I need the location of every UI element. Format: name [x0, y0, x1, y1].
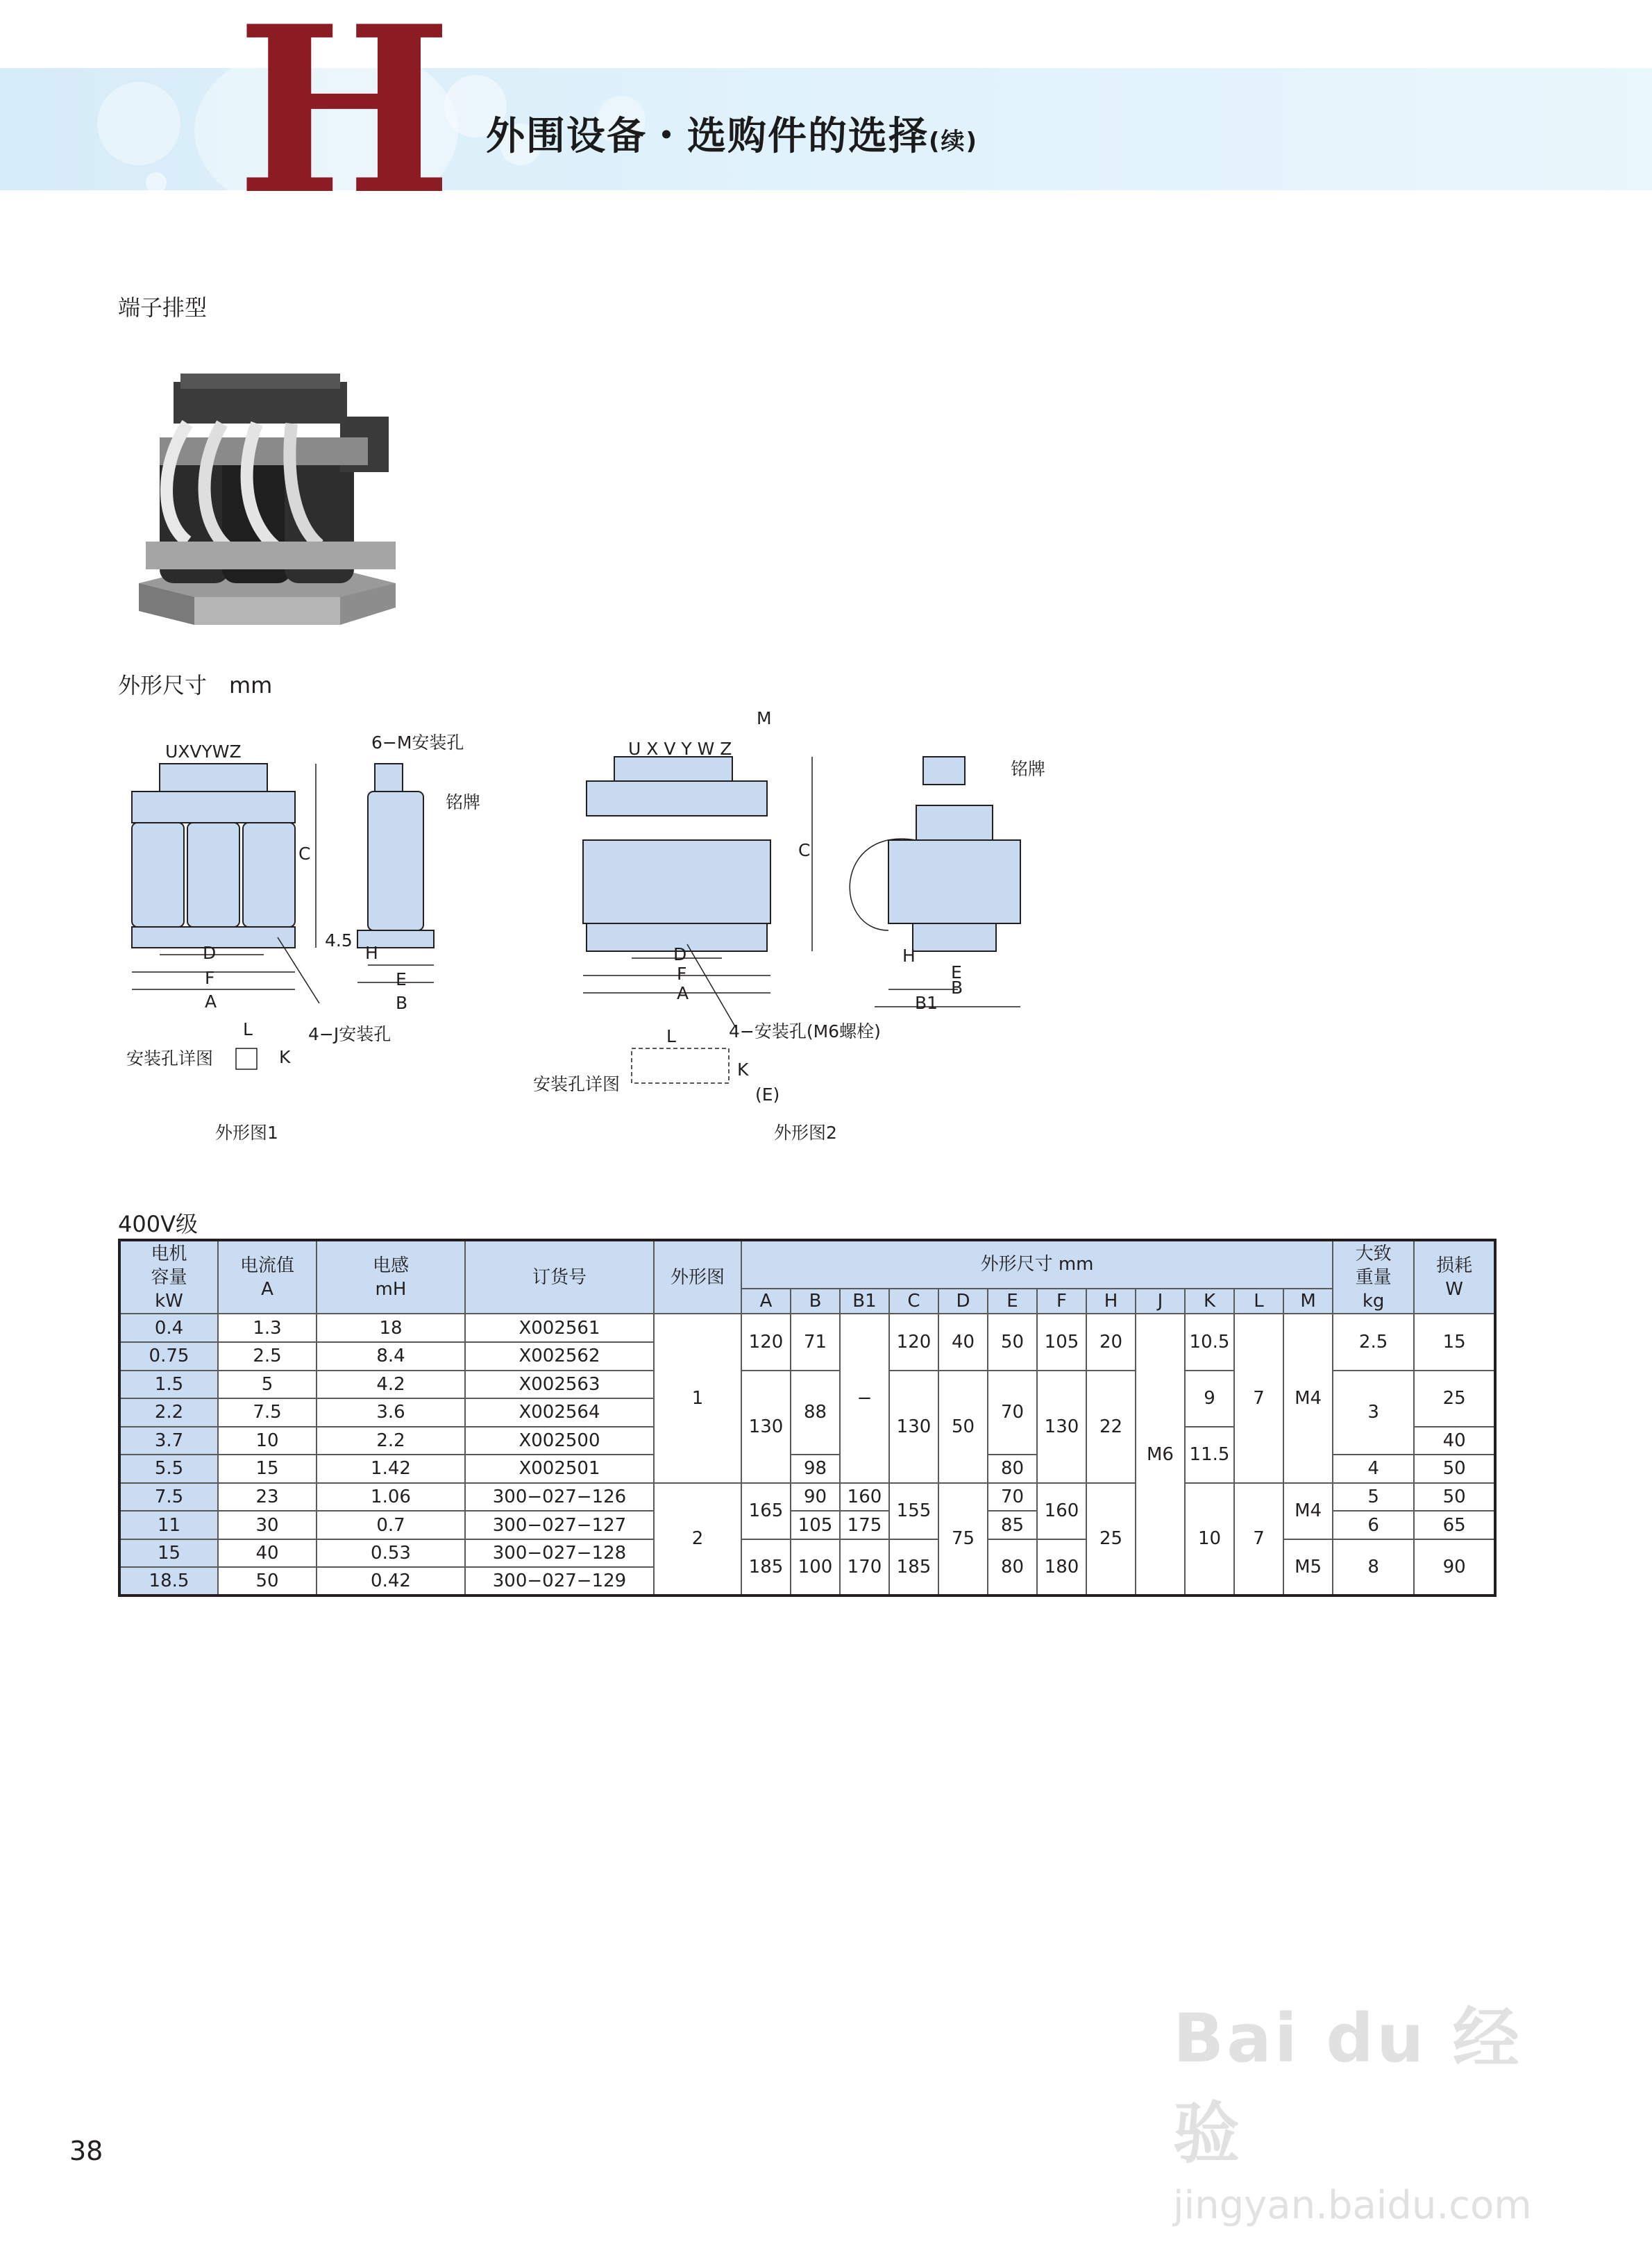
- fig1-dim-F: F: [205, 968, 215, 988]
- cell-weight: 8: [1333, 1539, 1414, 1596]
- cell-K: 10: [1185, 1483, 1234, 1596]
- cell-weight: 4: [1333, 1455, 1414, 1483]
- header-current: 电流值 A: [218, 1240, 317, 1314]
- cell-weight: 3: [1333, 1371, 1414, 1455]
- table-row: [119, 1539, 1495, 1568]
- cell-kw: 3.7: [119, 1427, 218, 1455]
- cell-current: 7.5: [218, 1398, 317, 1427]
- header-dim-H: H: [1086, 1289, 1136, 1314]
- fig2-dim-D: D: [673, 944, 687, 964]
- cell-kw: 1.5: [119, 1371, 218, 1399]
- fig1-caption: 外形图1: [215, 1123, 278, 1143]
- cell-H: 25: [1086, 1483, 1136, 1596]
- cell-inductance: 0.42: [317, 1567, 465, 1596]
- fig2-dim-C: C: [798, 840, 811, 860]
- fig1-dim-H: H: [365, 943, 378, 963]
- fig1-hole-detail: 安装孔详图: [126, 1048, 214, 1069]
- type-label: 端子排型: [118, 294, 208, 321]
- fig2-hole-detail: 安装孔详图: [533, 1074, 621, 1094]
- header-dim-K: K: [1185, 1289, 1234, 1314]
- cell-B1: 170: [840, 1539, 889, 1596]
- table-row: [119, 1483, 1495, 1512]
- class-label: 400V级: [118, 1211, 198, 1237]
- watermark-url: jingyan.baidu.com: [1173, 2183, 1532, 2228]
- cell-inductance: 0.7: [317, 1511, 465, 1539]
- fig1-terminal-label: UXVYWZ: [165, 742, 242, 762]
- cell-inductance: 4.2: [317, 1371, 465, 1399]
- header-loss: 损耗 W: [1414, 1240, 1495, 1314]
- cell-A: 120: [741, 1314, 791, 1370]
- fig2-dim-M: M: [757, 708, 772, 728]
- cell-order: X002501: [465, 1455, 654, 1483]
- cell-D: 75: [938, 1483, 988, 1596]
- fig2-terminal-label: U X V Y W Z: [628, 739, 732, 759]
- cell-L: 7: [1234, 1483, 1283, 1596]
- cell-inductance: 8.4: [317, 1342, 465, 1371]
- fig2-dim-A: A: [677, 983, 689, 1003]
- cell-order: 300−027−127: [465, 1511, 654, 1539]
- cell-loss: 50: [1414, 1455, 1495, 1483]
- header-dim-L: L: [1234, 1289, 1283, 1314]
- cell-loss: 65: [1414, 1511, 1495, 1539]
- header-inductance: 电感 mH: [317, 1240, 465, 1314]
- header-dims: 外形尺寸 mm: [741, 1240, 1333, 1289]
- header-dim-J: J: [1136, 1289, 1185, 1314]
- fig2-dim-F: F: [677, 964, 687, 984]
- cell-loss: 50: [1414, 1483, 1495, 1512]
- header-dim-M: M: [1283, 1289, 1333, 1314]
- fig1-dim-C: C: [298, 844, 311, 864]
- cell-B1: −: [840, 1314, 889, 1482]
- cell-F: 130: [1037, 1371, 1086, 1483]
- cell-order: X002500: [465, 1427, 654, 1455]
- fig2-nameplate: 铭牌: [1011, 759, 1046, 779]
- cell-inductance: 18: [317, 1314, 465, 1342]
- fig2-dim-E: E: [951, 962, 962, 982]
- fig2-dim-B1: B1: [915, 993, 938, 1013]
- cell-B1: 160: [840, 1483, 889, 1512]
- fig1-j-holes: 4−J安装孔: [308, 1024, 391, 1044]
- cell-A: 185: [741, 1539, 791, 1596]
- cell-kw: 2.2: [119, 1398, 218, 1427]
- cell-weight: 2.5: [1333, 1314, 1414, 1370]
- header-dim-D: D: [938, 1289, 988, 1314]
- fig1-nameplate: 铭牌: [446, 792, 481, 812]
- cell-current: 2.5: [218, 1342, 317, 1371]
- reactor-photo: [132, 368, 410, 632]
- chapter-letter: H: [236, 0, 453, 245]
- cell-current: 50: [218, 1567, 317, 1596]
- baidu-watermark: [1173, 1986, 1562, 2228]
- fig2-dim-E-paren: (E): [755, 1085, 780, 1105]
- cell-figure: 1: [654, 1314, 741, 1482]
- outline-drawing-2: [528, 701, 1041, 1118]
- fig1-dim-45: 4.5: [325, 930, 353, 951]
- cell-weight: 6: [1333, 1511, 1414, 1539]
- watermark-brand: Bai du 经验: [1173, 2000, 1522, 2172]
- cell-current: 1.3: [218, 1314, 317, 1342]
- fig2-caption: 外形图2: [774, 1123, 837, 1143]
- fig2-dim-L: L: [666, 1026, 676, 1046]
- fig2-dim-K: K: [737, 1060, 749, 1080]
- cell-H: 20: [1086, 1314, 1136, 1370]
- cell-loss: 15: [1414, 1314, 1495, 1370]
- fig1-dim-B: B: [396, 993, 408, 1013]
- cell-F: 160: [1037, 1483, 1086, 1539]
- cell-C: 120: [889, 1314, 938, 1370]
- cell-M: M5: [1283, 1539, 1333, 1596]
- header-dim-B1: B1: [840, 1289, 889, 1314]
- header-motor: 电机 容量 kW: [119, 1240, 218, 1314]
- cell-order: 300−027−128: [465, 1539, 654, 1568]
- header-figure: 外形图: [654, 1240, 741, 1314]
- fig1-dim-L: L: [243, 1019, 253, 1039]
- cell-E: 70: [988, 1483, 1037, 1512]
- cell-E: 50: [988, 1314, 1037, 1370]
- cell-kw: 0.4: [119, 1314, 218, 1342]
- cell-inductance: 0.53: [317, 1539, 465, 1568]
- cell-D: 40: [938, 1314, 988, 1370]
- cell-kw: 7.5: [119, 1483, 218, 1512]
- header-dim-F: F: [1037, 1289, 1086, 1314]
- cell-C: 155: [889, 1483, 938, 1539]
- cell-B: 105: [791, 1511, 840, 1539]
- header-dim-E: E: [988, 1289, 1037, 1314]
- fig2-holes: 4−安装孔(M6螺栓): [729, 1021, 881, 1041]
- cell-current: 30: [218, 1511, 317, 1539]
- cell-loss: 40: [1414, 1427, 1495, 1455]
- cell-current: 23: [218, 1483, 317, 1512]
- cell-J: M6: [1136, 1314, 1185, 1596]
- cell-inductance: 1.42: [317, 1455, 465, 1483]
- fig1-mount-holes: 6−M安装孔: [371, 732, 464, 753]
- cell-K: 11.5: [1185, 1427, 1234, 1483]
- cell-B: 100: [791, 1539, 840, 1596]
- page-title: [486, 106, 978, 161]
- cell-inductance: 2.2: [317, 1427, 465, 1455]
- cell-D: 50: [938, 1371, 988, 1483]
- cell-A: 130: [741, 1371, 791, 1483]
- cell-A: 165: [741, 1483, 791, 1539]
- page-title-text: 外围设备・选购件的选择: [486, 114, 929, 159]
- header-dim-C: C: [889, 1289, 938, 1314]
- cell-order: X002563: [465, 1371, 654, 1399]
- cell-B: 71: [791, 1314, 840, 1370]
- cell-E: 70: [988, 1371, 1037, 1455]
- cell-current: 10: [218, 1427, 317, 1455]
- cell-M: M4: [1283, 1483, 1333, 1539]
- cell-kw: 15: [119, 1539, 218, 1568]
- cell-weight: 5: [1333, 1483, 1414, 1512]
- fig2-dim-H: H: [902, 946, 916, 966]
- cell-B: 98: [791, 1455, 840, 1483]
- table-row: [119, 1314, 1495, 1342]
- cell-order: X002564: [465, 1398, 654, 1427]
- cell-figure: 2: [654, 1483, 741, 1596]
- header-order: 订货号: [465, 1240, 654, 1314]
- cell-E: 80: [988, 1455, 1037, 1483]
- page-title-suffix: (续): [929, 128, 979, 156]
- cell-C: 130: [889, 1371, 938, 1483]
- page-number: 38: [69, 2136, 103, 2166]
- cell-loss: 90: [1414, 1539, 1495, 1596]
- cell-L: 7: [1234, 1314, 1283, 1482]
- fig1-dim-D: D: [203, 943, 217, 963]
- fig1-dim-A: A: [205, 991, 217, 1012]
- cell-order: X002562: [465, 1342, 654, 1371]
- header-weight: 大致 重量 kg: [1333, 1240, 1414, 1314]
- cell-inductance: 1.06: [317, 1483, 465, 1512]
- cell-kw: 5.5: [119, 1455, 218, 1483]
- cell-E: 85: [988, 1511, 1037, 1539]
- cell-F: 180: [1037, 1539, 1086, 1596]
- cell-B1: 175: [840, 1511, 889, 1539]
- cell-M: M4: [1283, 1314, 1333, 1482]
- cell-kw: 18.5: [119, 1567, 218, 1596]
- cell-F: 105: [1037, 1314, 1086, 1370]
- cell-B: 90: [791, 1483, 840, 1512]
- cell-order: X002561: [465, 1314, 654, 1342]
- cell-kw: 0.75: [119, 1342, 218, 1371]
- cell-K: 10.5: [1185, 1314, 1234, 1370]
- header-dim-B: B: [791, 1289, 840, 1314]
- fig1-dim-K: K: [279, 1047, 291, 1067]
- header-dim-A: A: [741, 1289, 791, 1314]
- cell-C: 185: [889, 1539, 938, 1596]
- cell-order: 300−027−129: [465, 1567, 654, 1596]
- cell-kw: 11: [119, 1511, 218, 1539]
- cell-E: 80: [988, 1539, 1037, 1596]
- cell-current: 5: [218, 1371, 317, 1399]
- fig1-dim-E: E: [396, 969, 407, 989]
- dims-label: 外形尺寸 mm: [118, 672, 273, 698]
- cell-H: 22: [1086, 1371, 1136, 1483]
- cell-current: 15: [218, 1455, 317, 1483]
- cell-loss: 25: [1414, 1371, 1495, 1427]
- spec-table: [118, 1239, 1497, 1597]
- cell-current: 40: [218, 1539, 317, 1568]
- cell-inductance: 3.6: [317, 1398, 465, 1427]
- cell-K: 9: [1185, 1371, 1234, 1427]
- cell-B: 88: [791, 1371, 840, 1455]
- fig2-dim-B: B: [951, 978, 963, 998]
- cell-order: 300−027−126: [465, 1483, 654, 1512]
